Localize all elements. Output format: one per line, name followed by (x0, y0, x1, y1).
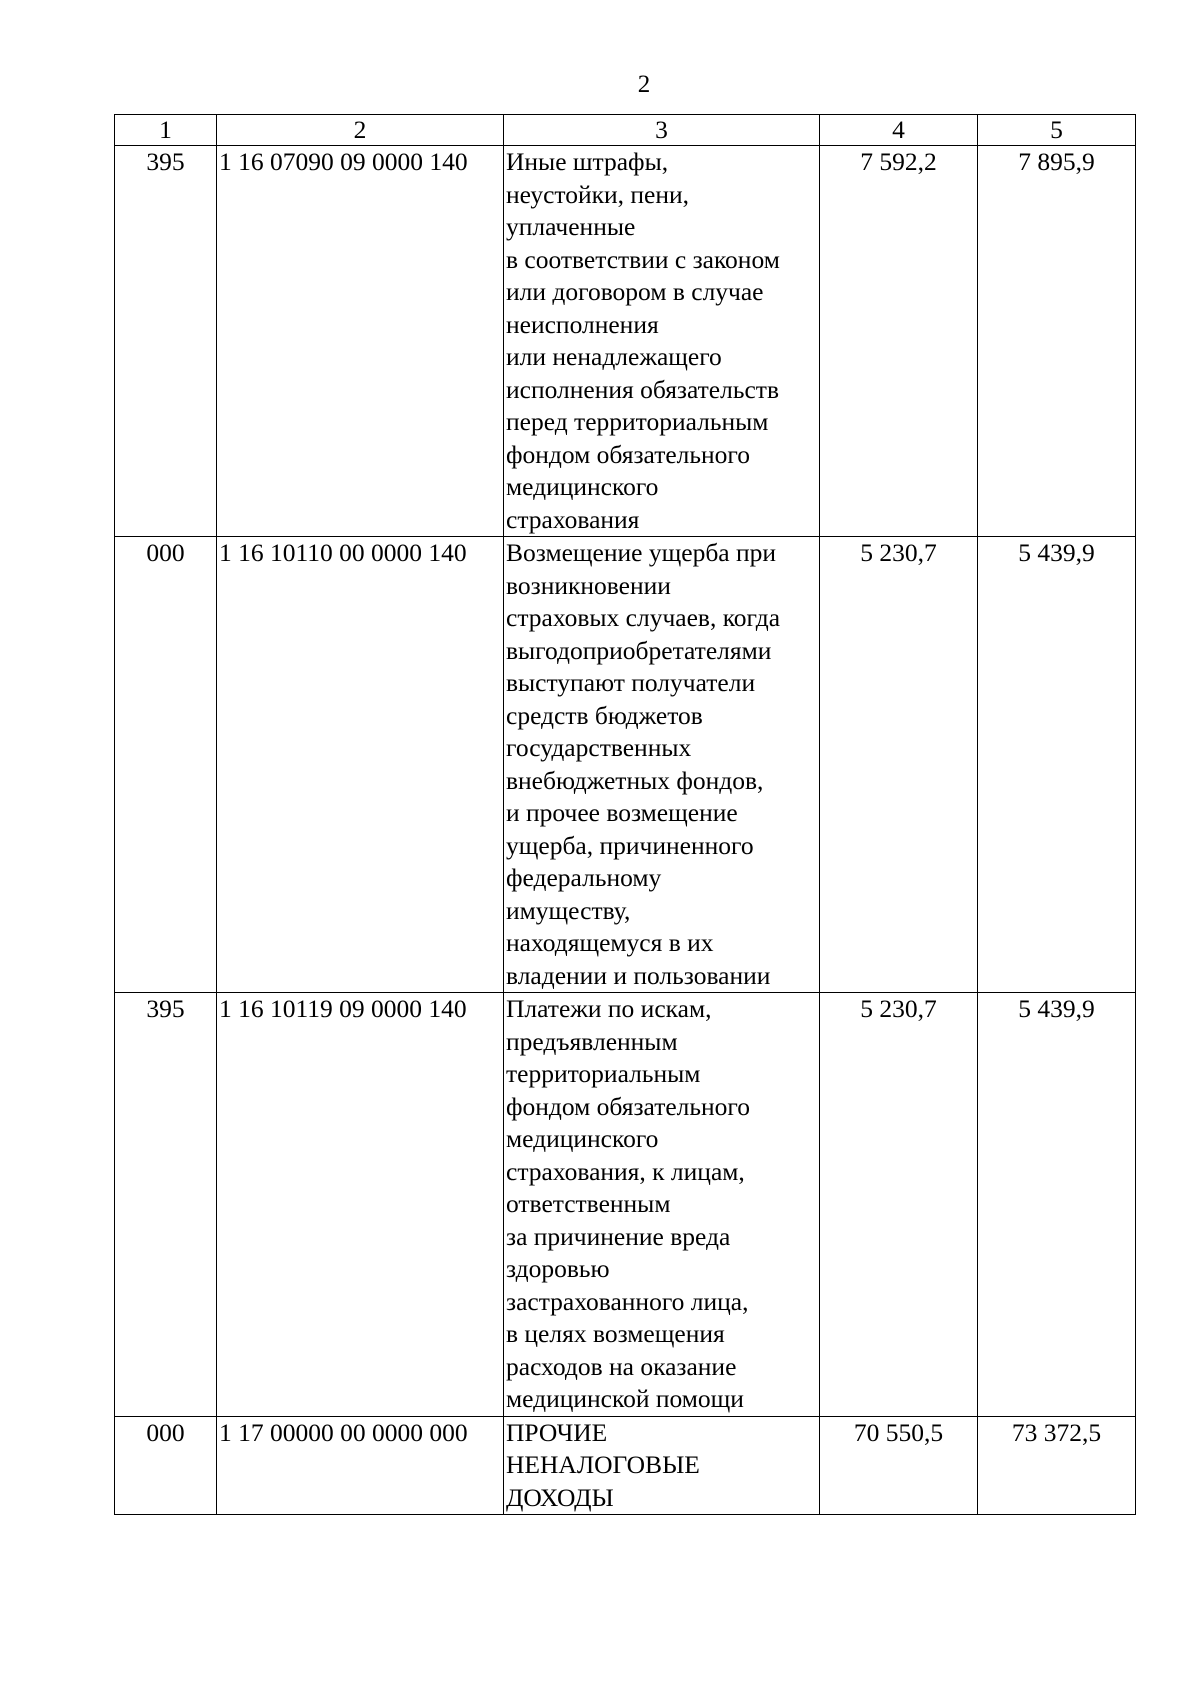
revenue-table (114, 114, 1136, 1515)
budget-code-cell: 1 16 10110 00 0000 140 (217, 537, 504, 993)
description-line: Иные штрафы, (506, 147, 669, 176)
amount-column-5-cell: 5 439,9 (978, 993, 1136, 1417)
table-row (115, 993, 1136, 1417)
amount-column-4-cell: 7 592,2 (820, 146, 978, 537)
description-line: предъявленным (506, 1026, 678, 1056)
amount-column-4-cell: 5 230,7 (820, 537, 978, 993)
admin-code-cell: 395 (115, 993, 217, 1417)
admin-code-cell: 000 (115, 537, 217, 993)
description-line: ущерба, причиненного (506, 830, 754, 860)
table-header-row (115, 115, 1136, 146)
description-line: ПРОЧИЕ (506, 1417, 608, 1447)
table-row (115, 146, 1136, 537)
description-line: ДОХОДЫ (506, 1482, 614, 1512)
description-line: фондом обязательного (506, 439, 751, 469)
description-line: или договором в случае (506, 277, 764, 306)
description-line: медицинского (506, 472, 659, 501)
amount-column-5-cell: 73 372,5 (978, 1416, 1136, 1515)
column-header-5: 5 (978, 115, 1136, 146)
amount-column-5-cell: 7 895,9 (978, 146, 1136, 537)
description-line: исполнения обязательств (506, 374, 779, 404)
description-line: владении и пользовании (506, 960, 771, 990)
column-header-1: 1 (115, 115, 217, 146)
description-line: в целях возмещения (506, 1319, 725, 1348)
amount-column-4-cell: 5 230,7 (820, 993, 978, 1417)
description-line: федеральному (506, 863, 662, 892)
description-line: или ненадлежащего (506, 342, 722, 371)
description-line: и прочее возмещение (506, 798, 738, 827)
admin-code-cell: 395 (115, 146, 217, 537)
budget-code-cell: 1 16 10119 09 0000 140 (217, 993, 504, 1417)
description-line: застрахованного лица, (506, 1286, 749, 1316)
description-line: возникновении (506, 570, 671, 600)
description-cell (504, 993, 820, 1417)
column-header-3: 3 (504, 115, 820, 146)
description-line: государственных (506, 733, 692, 762)
description-line: уплаченные (506, 212, 636, 241)
description-line: Возмещение ущерба при (506, 538, 777, 567)
description-line: Платежи по искам, (506, 994, 712, 1023)
description-line: выгодоприобретателями (506, 635, 772, 665)
description-line: страхования (506, 504, 640, 534)
description-line: средств бюджетов (506, 700, 703, 730)
description-line: НЕНАЛОГОВЫЕ (506, 1450, 700, 1479)
description-line: расходов на оказание (506, 1351, 737, 1381)
description-cell (504, 146, 820, 537)
description-line: территориальным (506, 1059, 701, 1088)
admin-code-cell: 000 (115, 1416, 217, 1515)
description-line: перед территориальным (506, 407, 769, 436)
description-line: неисполнения (506, 309, 659, 339)
description-line: имуществу, (506, 895, 631, 925)
description-line: ответственным (506, 1189, 671, 1218)
description-line: за причинение вреда (506, 1221, 731, 1251)
description-line: страхования, к лицам, (506, 1156, 745, 1186)
description-line: в соответствии с законом (506, 244, 780, 274)
description-cell (504, 1416, 820, 1515)
table-row (115, 1416, 1136, 1515)
description-line: фондом обязательного (506, 1091, 751, 1121)
column-header-4: 4 (820, 115, 978, 146)
description-cell (504, 537, 820, 993)
page-number: 2 (637, 71, 651, 98)
description-line: выступают получатели (506, 668, 756, 697)
table-body (115, 146, 1136, 1515)
description-line: медицинского (506, 1124, 659, 1153)
budget-code-cell: 1 17 00000 00 0000 000 (217, 1416, 504, 1515)
amount-column-5-cell: 5 439,9 (978, 537, 1136, 993)
amount-column-4-cell: 70 550,5 (820, 1416, 978, 1515)
table-row (115, 537, 1136, 993)
description-line: медицинской помощи (506, 1384, 744, 1413)
description-line: находящемуся в их (506, 928, 714, 957)
column-header-2: 2 (217, 115, 504, 146)
description-line: внебюджетных фондов, (506, 765, 764, 795)
description-line: неустойки, пени, (506, 179, 690, 209)
description-line: страховых случаев, когда (506, 603, 781, 632)
description-line: здоровью (506, 1254, 610, 1283)
budget-code-cell: 1 16 07090 09 0000 140 (217, 146, 504, 537)
